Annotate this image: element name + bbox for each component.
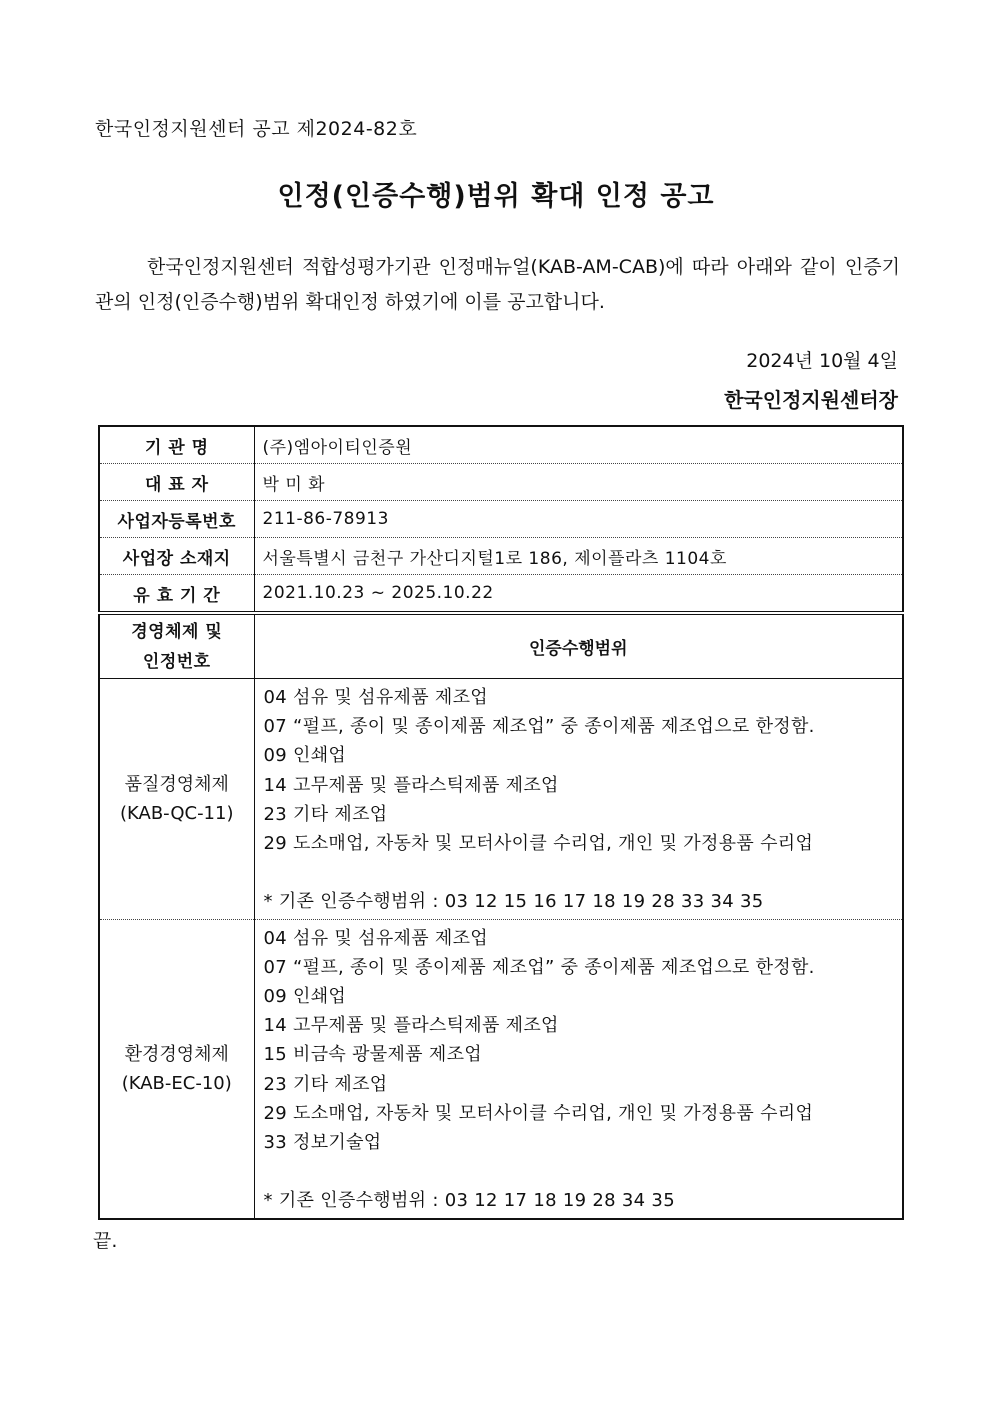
address-value: 서울특별시 금천구 가산디지털1로 186, 제이플라츠 1104호 (254, 538, 903, 575)
page-title: 인정(인증수행)범위 확대 인정 공고 (277, 181, 715, 212)
org-name-value: (주)엠아이티인증원 (254, 426, 903, 464)
scope-item: 15 비금속 광물제품 제조업 (263, 1044, 482, 1066)
system-header (99, 613, 254, 679)
environment-system-cell (99, 919, 254, 1219)
notice-body (95, 250, 900, 320)
notice-date: 2024년 10월 4일 (746, 350, 898, 372)
existing-scope-note: * 기존 인증수행범위 : 03 12 17 18 19 28 34 35 (263, 1190, 675, 1212)
scope-item: 29 도소매업, 자동차 및 모터사이클 수리업, 개인 및 가정용품 수리업 (263, 833, 814, 855)
scope-item: 23 기타 제조업 (263, 803, 388, 825)
accreditation-table (98, 425, 904, 1220)
business-number-value: 211-86-78913 (254, 501, 903, 538)
scope-item: 07 “펄프, 종이 및 종이제품 제조업” 중 종이제품 제조업으로 한정함. (263, 956, 815, 978)
table-row (99, 426, 903, 464)
validity-value: 2021.10.23 ~ 2025.10.22 (262, 583, 494, 603)
system-name: 환경경영체제 (124, 1043, 229, 1065)
quality-system-cell (99, 679, 254, 920)
scope-item: 14 고무제품 및 플라스틱제품 제조업 (263, 1015, 559, 1037)
quality-scope-cell (254, 679, 903, 920)
scope-item: 14 고무제품 및 플라스틱제품 제조업 (263, 774, 559, 796)
scope-item: 09 인쇄업 (263, 986, 347, 1008)
scope-item: 04 섬유 및 섬유제품 제조업 (263, 687, 488, 708)
representative-label: 대 표 자 (99, 464, 254, 501)
table-row (99, 919, 903, 1219)
system-header-line1: 경영체제 및 (131, 621, 223, 642)
scope-item: 04 섬유 및 섬유제품 제조업 (263, 927, 488, 949)
scope-header-row (99, 613, 903, 679)
issuer-name: 한국인정지원센터장 (724, 388, 898, 412)
spacer (264, 1157, 903, 1186)
scope-item: 09 인쇄업 (263, 745, 347, 767)
table-row (99, 501, 903, 538)
validity-label: 유 효 기 간 (99, 575, 254, 614)
representative-value: 박 미 화 (254, 464, 903, 501)
table-row (99, 679, 903, 920)
scope-item: 23 기타 제조업 (263, 1073, 388, 1095)
business-number-label: 사업자등록번호 (99, 501, 254, 538)
system-code: (KAB-EC-10) (121, 1072, 232, 1094)
scope-item: 07 “펄프, 종이 및 종이제품 제조업” 중 종이제품 제조업으로 한정함. (263, 716, 815, 738)
spacer (264, 858, 903, 887)
table-row (99, 464, 903, 501)
address-label: 사업장 소재지 (99, 538, 254, 575)
end-mark: 끝. (93, 1230, 118, 1252)
system-name: 품질경영체제 (124, 773, 229, 795)
scope-item: 29 도소매업, 자동차 및 모터사이클 수리업, 개인 및 가정용품 수리업 (263, 1102, 814, 1124)
system-header-line2: 인정번호 (142, 651, 211, 672)
table-row (99, 538, 903, 575)
notice-number: 한국인정지원센터 공고 제2024-82호 (95, 118, 418, 140)
scope-item: 33 정보기술업 (263, 1132, 382, 1154)
org-name-label: 기 관 명 (99, 426, 254, 464)
system-code: (KAB-QC-11) (120, 802, 234, 824)
notice-body-text: 한국인정지원센터 적합성평가기관 인정매뉴얼(KAB-AM-CAB)에 따라 아래와 같이 인증기관의 인정(인증수행)범위 확대인정 하였기에 이를 공고합니다. (95, 256, 900, 313)
table-row (99, 575, 903, 614)
existing-scope-note: * 기존 인증수행범위 : 03 12 15 16 17 18 19 28 33 34 35 (263, 891, 764, 913)
environment-scope-cell (254, 919, 903, 1219)
scope-header: 인증수행범위 (254, 613, 903, 679)
